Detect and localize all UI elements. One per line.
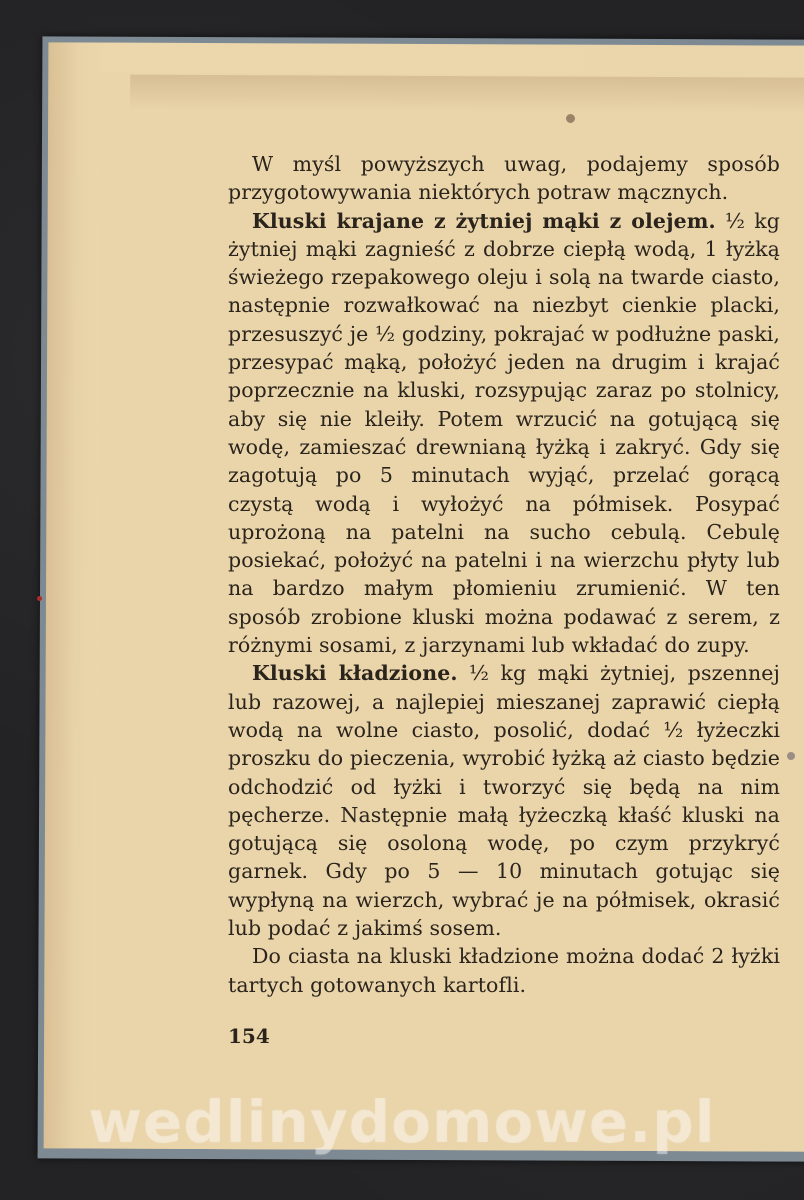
paragraph-body: Do ciasta na kluski kładzione można dodać 2 łyżki tartych gotowanych kartofli. <box>228 944 780 997</box>
paragraph-note <box>228 942 780 999</box>
red-speck <box>37 596 42 601</box>
paragraph-body: ½ kg żytniej mąki zagnieść z dobrze ciepłą wodą, 1 łyżką świeżego rzepakowego oleju i solą na twarde ciasto, następnie rozwałkować na niezbyt cienkie placki, przesuszyć je ½ godziny, pokrajać w podłużne paski, przesypać mąką, położyć jeden na drugim i krajać poprzecznie na kluski, rozsypując zaraz po stolnicy, aby się nie kleiły. Potem wrzucić na gotującą się wodę, zamieszać drewnianą łyżką i zakryć. Gdy się zagotują po 5 minutach wyjąć, przelać gorącą czystą wodą i wyłożyć na półmisek. Posypać uprożoną na patelni na sucho cebulą. Cebulę posiekać, położyć na patelni i na wierzchu płyty lub na bardzo małym płomieniu zrumienić. W ten sposób zrobione kluski można podawać z serem, z różnymi sosami, z jarzynami lub wkładać do zupy. <box>228 208 780 658</box>
paragraph-kluski-kladzione <box>228 659 780 942</box>
ink-spot <box>566 114 575 123</box>
paragraph-kluski-krajane <box>228 207 780 660</box>
paragraph-body: ½ kg mąki żytniej, pszennej lub razowej, a najlepiej mieszanej zaprawić ciepłą wodą na wolne ciasto, posolić, dodać ½ łyżeczki proszku do pieczenia, wyrobić łyżką aż ciasto będzie odchodzić od łyżki i tworzyć się będą na nim pęcherze. Następnie małą łyżeczką kłaść kluski na gotującą się osoloną wodę, po czym przykryć garnek. Gdy po 5 — 10 minutach gotując się wypłyną na wierzch, wybrać je na półmisek, okrasić lub podać z jakimś sosem. <box>228 661 780 941</box>
paper-spot <box>787 752 795 760</box>
recipe-title-kluski-krajane: Kluski krajane z żytniej mąki z olejem. <box>252 208 716 233</box>
watermark: wedlinydomowe.pl <box>88 1088 716 1156</box>
paragraph-intro <box>228 150 780 207</box>
recipe-title-kluski-kladzione: Kluski kładzione. <box>252 661 458 686</box>
recipe-text <box>228 150 780 999</box>
page-number: 154 <box>228 1024 270 1048</box>
paragraph-body: W myśl powyższych uwag, podajemy sposób przygotowywania niektórych potraw mącznych. <box>228 152 780 205</box>
page-stain <box>130 75 804 114</box>
